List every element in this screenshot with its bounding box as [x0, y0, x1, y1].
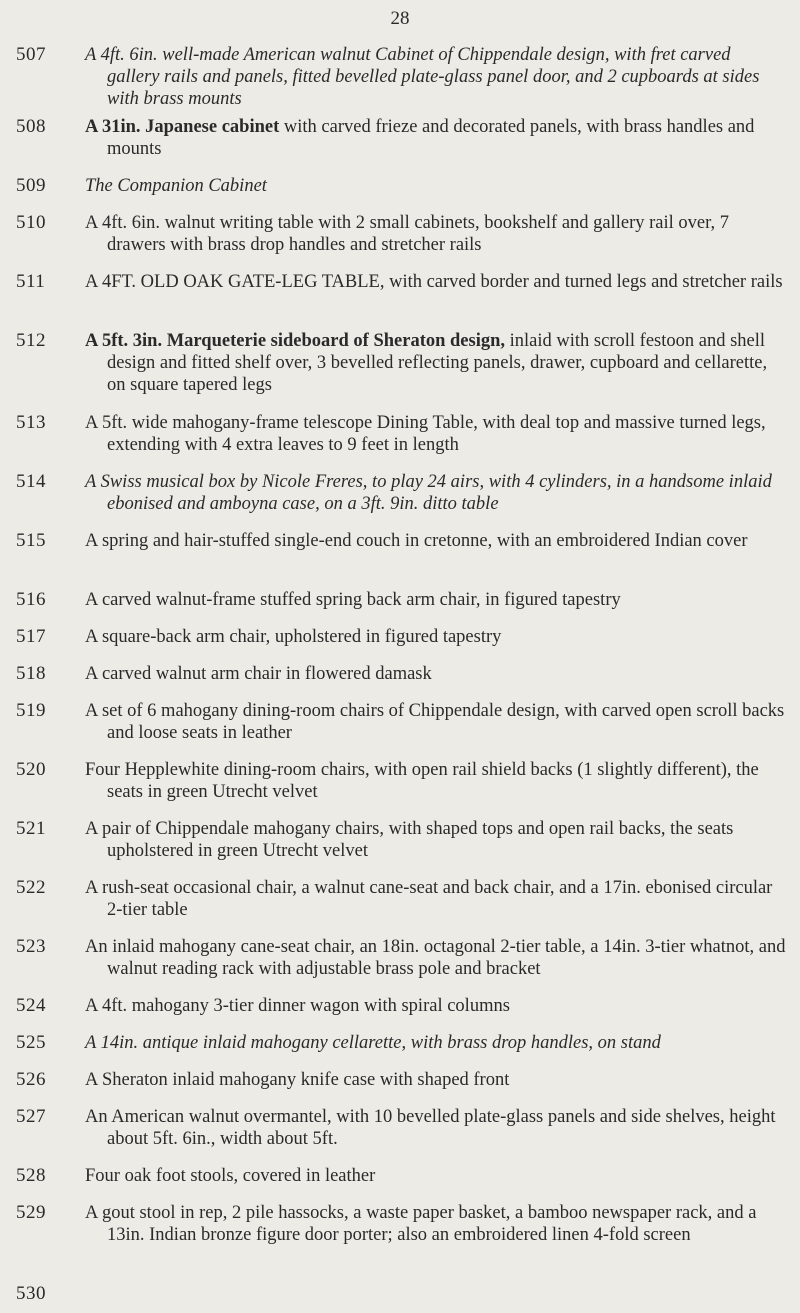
lot-lead: A 31in. Japanese cabinet: [85, 117, 280, 137]
lot-number: 519: [16, 700, 46, 721]
lot-text: A gout stool in rep, 2 pile hassocks, a waste paper basket, a bamboo newspaper rack, and a 13in. Indian bronze figure door porter; also an embroidered linen 4-fold screen: [85, 1203, 757, 1245]
lot-number: 523: [16, 936, 46, 957]
lot-entry: [0, 759, 800, 818]
lot-entry: [0, 330, 800, 412]
lot-number: 515: [16, 530, 46, 551]
lot-text: A rush-seat occasional chair, a walnut cane-seat and back chair, and a 17in. ebonised circular 2-tier table: [85, 878, 773, 920]
lot-description: [85, 530, 786, 552]
lot-number: 526: [16, 1069, 46, 1090]
lot-number: 509: [16, 175, 46, 196]
lot-number: 507: [16, 44, 46, 65]
lot-description: [85, 412, 786, 456]
lot-number: 529: [16, 1202, 46, 1223]
lot-number: 511: [16, 271, 46, 292]
lot-text: A 4ft. mahogany 3-tier dinner wagon with spiral columns: [85, 996, 510, 1016]
lot-text: A 4ft. 6in. walnut writing table with 2 small cabinets, bookshelf and gallery rail over, 7 drawers with brass drop handles and stretcher rails: [85, 213, 730, 255]
lot-number: 524: [16, 995, 46, 1016]
lot-number: 521: [16, 818, 46, 839]
lot-description: [85, 589, 786, 611]
lot-entry: [0, 1283, 800, 1313]
lot-number: 518: [16, 663, 46, 684]
lot-text: inlaid with scroll festoon and shell design and fitted shelf over, 3 bevelled reflecting panels, drawer, cupboard and cellarette, on square tapered legs: [107, 331, 768, 395]
lot-entry: [0, 818, 800, 877]
lot-description: [85, 995, 786, 1017]
lot-entry: [0, 471, 800, 530]
lot-number: 514: [16, 471, 46, 492]
lot-description: [85, 175, 786, 197]
lot-text: A set of 6 mahogany dining-room chairs of Chippendale design, with carved open scroll backs and loose seats in leather: [85, 701, 785, 743]
lot-entry: [0, 1106, 800, 1165]
lot-description: [85, 759, 786, 803]
lot-entry: [0, 1202, 800, 1283]
lot-text: A Swiss musical box by Nicole Freres, to play 24 airs, with 4 cylinders, in a handsome inlaid ebonised and amboyna case, on a 3ft. 9in. ditto table: [85, 472, 772, 514]
lot-entry: [0, 44, 800, 116]
lot-number: 513: [16, 412, 46, 433]
lot-description: [85, 44, 786, 110]
lot-description: [85, 1165, 786, 1187]
lot-lead: A 5ft. 3in. Marqueterie sideboard of Sheraton design,: [85, 331, 506, 351]
lot-text: Four oak foot stools, covered in leather: [85, 1166, 376, 1186]
lot-description: [85, 1069, 786, 1091]
lot-description: [85, 936, 786, 980]
lot-description: [85, 1032, 786, 1054]
lot-entry: [0, 1165, 800, 1202]
lot-text: An American walnut overmantel, with 10 bevelled plate-glass panels and side shelves, height about 5ft. 6in., width about 5ft.: [85, 1107, 776, 1149]
lot-number: 516: [16, 589, 46, 610]
lot-number: 528: [16, 1165, 46, 1186]
lot-text: The Companion Cabinet: [85, 176, 267, 196]
lot-text: A 4ft. 6in. well-made American walnut Cabinet of Chippendale design, with fret carved gallery rails and panels, fitted bevelled plate-glass panel door, and 2 cupboards at sides with brass mounts: [85, 45, 760, 109]
lot-number: 520: [16, 759, 46, 780]
lot-entry: [0, 700, 800, 759]
lot-description: [85, 471, 786, 515]
lot-text: A spring and hair-stuffed single-end couch in cretonne, with an embroidered Indian cover: [85, 531, 748, 551]
lot-description: [85, 271, 786, 293]
lot-text: A 14in. antique inlaid mahogany cellarette, with brass drop handles, on stand: [85, 1033, 661, 1053]
lot-description: [85, 818, 786, 862]
lot-entry: [0, 412, 800, 471]
lot-entry: [0, 271, 800, 330]
lot-number: 517: [16, 626, 46, 647]
lot-description: [85, 877, 786, 921]
lot-entry: [0, 663, 800, 700]
lot-number: 508: [16, 116, 46, 137]
lot-entry: [0, 626, 800, 663]
lot-entry: [0, 936, 800, 995]
lot-entry: [0, 175, 800, 212]
lot-number: 527: [16, 1106, 46, 1127]
lot-text: Four Hepplewhite dining-room chairs, with open rail shield backs (1 slightly different), the seats in green Utrecht velvet: [85, 760, 759, 802]
lot-text: with carved frieze and decorated panels, with brass handles and mounts: [107, 117, 755, 159]
lot-description: [85, 212, 786, 256]
lot-description: [85, 116, 786, 160]
lot-text: An inlaid mahogany cane-seat chair, an 18in. octagonal 2-tier table, a 14in. 3-tier whatnot, and walnut reading rack with adjustable brass pole and bracket: [85, 937, 786, 979]
lot-number: 525: [16, 1032, 46, 1053]
lot-entry: [0, 116, 800, 175]
lot-number: 530: [16, 1283, 46, 1304]
lot-number: 512: [16, 330, 46, 351]
lot-description: [85, 1202, 786, 1246]
lot-number: 510: [16, 212, 46, 233]
lot-text: A carved walnut arm chair in flowered damask: [85, 664, 432, 684]
lot-description: [85, 626, 786, 648]
lot-list: [0, 44, 800, 1313]
lot-entry: [0, 877, 800, 936]
lot-entry: [0, 530, 800, 589]
lot-description: [85, 330, 786, 396]
lot-entry: [0, 1069, 800, 1106]
lot-entry: [0, 1032, 800, 1069]
lot-text: A carved walnut-frame stuffed spring back arm chair, in figured tapestry: [85, 590, 621, 610]
lot-entry: [0, 995, 800, 1032]
lot-entry: [0, 212, 800, 271]
lot-text: A 4FT. OLD OAK GATE-LEG TABLE, with carved border and turned legs and stretcher rails: [85, 272, 783, 292]
lot-description: [85, 1106, 786, 1150]
lot-description: [85, 663, 786, 685]
lot-number: 522: [16, 877, 46, 898]
lot-text: A 5ft. wide mahogany-frame telescope Dining Table, with deal top and massive turned legs, extending with 4 extra leaves to 9 feet in length: [85, 413, 766, 455]
lot-text: A pair of Chippendale mahogany chairs, with shaped tops and open rail backs, the seats upholstered in green Utrecht velvet: [85, 819, 734, 861]
lot-entry: [0, 589, 800, 626]
lot-description: [85, 700, 786, 744]
lot-text: A Sheraton inlaid mahogany knife case with shaped front: [85, 1070, 510, 1090]
page-number: 28: [390, 8, 410, 29]
lot-text: A square-back arm chair, upholstered in figured tapestry: [85, 627, 502, 647]
